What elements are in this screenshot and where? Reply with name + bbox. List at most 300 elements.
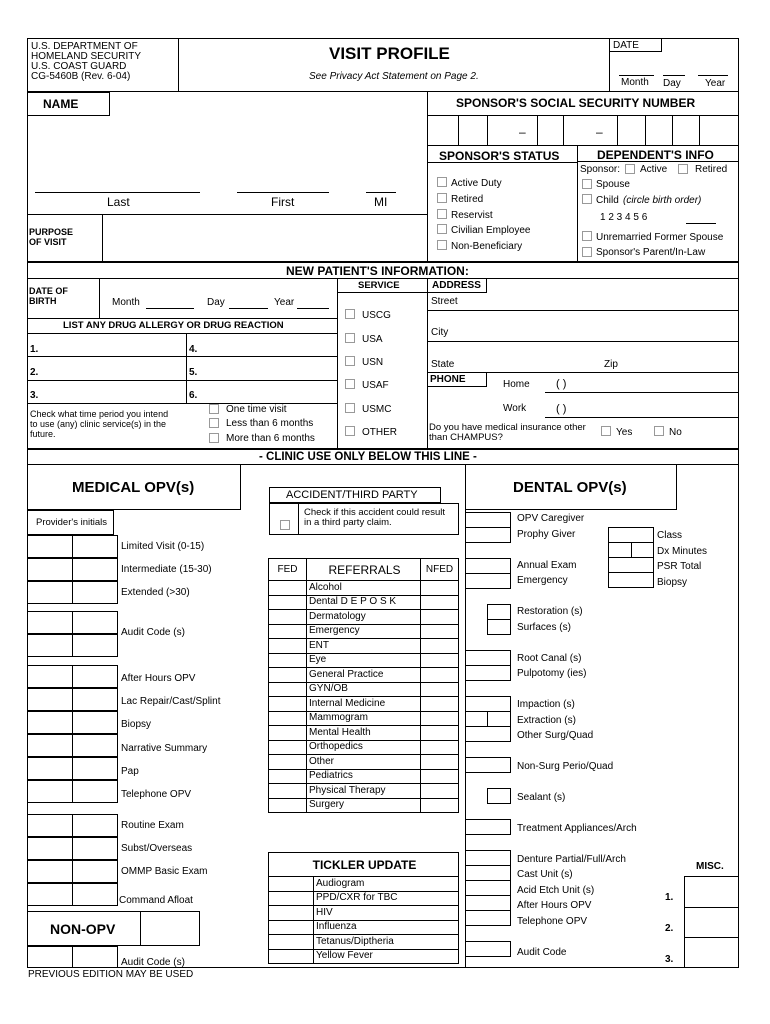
fed-cell[interactable] (269, 755, 307, 770)
cast-unit-label: Cast Unit (s) (517, 869, 573, 880)
more-6-months-checkbox[interactable] (209, 433, 219, 443)
sponsor-active-checkbox[interactable] (625, 164, 635, 174)
tickler-cell[interactable] (269, 877, 314, 892)
biopsy-box-a[interactable] (27, 711, 73, 734)
divider (99, 278, 100, 318)
purpose-of-visit-field[interactable] (103, 215, 426, 260)
sponsor-label: Sponsor: (580, 164, 621, 175)
less-6-months-checkbox[interactable] (209, 418, 219, 428)
divider (27, 91, 739, 92)
dob-month-label: Month (112, 297, 140, 308)
limited-visit-label: Limited Visit (0-15) (121, 541, 205, 552)
dental-after-hours-box[interactable] (465, 895, 511, 911)
opv-caregiver-label: OPV Caregiver (517, 513, 585, 524)
dental-biopsy-label: Biopsy (657, 577, 688, 588)
pap-box-b[interactable] (72, 757, 118, 780)
dental-opv-title: DENTAL OPV(s) (513, 479, 627, 496)
divider (577, 145, 578, 261)
zip-label: Zip (604, 359, 618, 370)
dob-label-1: DATE OF (29, 286, 68, 296)
ssn-digit-cell[interactable] (537, 115, 538, 145)
allergy-num-5: 5. (189, 367, 198, 378)
tickler-cell[interactable] (269, 935, 314, 950)
phone-label: PHONE (430, 374, 466, 385)
misc-num-1: 1. (665, 892, 674, 903)
allergy-num-2: 2. (30, 367, 39, 378)
intermediate-label: Intermediate (15-30) (121, 564, 212, 575)
one-time-visit-label: One time visit (226, 404, 287, 415)
divider (27, 333, 337, 334)
one-time-visit-checkbox[interactable] (209, 404, 219, 414)
allergy-num-1: 1. (30, 344, 39, 355)
agency-line-3: U.S. COAST GUARD (31, 61, 127, 72)
tickler-cell[interactable] (269, 920, 314, 935)
privacy-note: See Privacy Act Statement on Page 2. (309, 71, 479, 82)
divider (427, 115, 739, 116)
sealant-box[interactable] (487, 788, 511, 804)
other-service-label: OTHER (362, 427, 397, 438)
allergy-title: LIST ANY DRUG ALLERGY OR DRUG REACTION (63, 320, 284, 331)
treatment-appliances-box[interactable] (465, 819, 511, 835)
accident-text-2: in a third party claim. (304, 517, 392, 528)
non-surg-perio-label: Non-Surg Perio/Quad (517, 761, 614, 772)
nfed-cell[interactable] (421, 653, 459, 668)
audit-code-bottom-label: Audit Code (s) (121, 957, 185, 968)
after-hours-box-a[interactable] (27, 665, 73, 688)
providers-initials-label: Provider's initials (36, 517, 107, 528)
telephone-opv-box-b[interactable] (72, 780, 118, 803)
tickler-cell[interactable] (269, 949, 314, 964)
prophy-giver-label: Prophy Giver (517, 529, 576, 540)
purpose-label-1: PURPOSE (29, 227, 74, 237)
routine-exam-label: Routine Exam (121, 820, 184, 831)
divider (337, 278, 338, 448)
fed-cell[interactable] (269, 769, 307, 784)
audit-code-label: Audit Code (s) (121, 627, 185, 638)
first-label: First (271, 195, 295, 209)
former-spouse-checkbox[interactable] (582, 231, 592, 241)
limited-visit-box-a[interactable] (27, 535, 73, 558)
restoration-label: Restoration (s) (517, 606, 583, 617)
class-label: Class (657, 530, 683, 541)
insurance-yes-label: Yes (616, 427, 633, 438)
active-duty-label: Active Duty (451, 178, 502, 189)
pulpotomy-box[interactable] (465, 665, 511, 681)
opv-caregiver-box[interactable] (465, 512, 511, 528)
usaf-checkbox[interactable] (345, 379, 355, 389)
audit-code-box-a[interactable] (27, 611, 73, 634)
parent-checkbox[interactable] (582, 247, 592, 257)
dependent-info-label: DEPENDENT'S INFO (597, 148, 714, 162)
impaction-label: Impaction (s) (517, 699, 575, 710)
nfed-cell[interactable] (421, 595, 459, 610)
period-text-1: Check what time period you intend (30, 409, 169, 419)
divider (178, 38, 179, 91)
sponsor-retired-checkbox[interactable] (678, 164, 688, 174)
referral-item: Mental Health (307, 726, 421, 741)
intermediate-box-a[interactable] (27, 558, 73, 581)
usa-checkbox[interactable] (345, 333, 355, 343)
root-canal-box[interactable] (465, 650, 511, 666)
extraction-box[interactable] (487, 711, 511, 727)
former-spouse-label: Unremarried Former Spouse (596, 232, 724, 243)
audit-code-box-d[interactable] (72, 634, 118, 657)
audit-code-bottom-box-b[interactable] (72, 946, 118, 968)
narrative-box-a[interactable] (27, 734, 73, 757)
other-surg-box[interactable] (465, 726, 511, 742)
misc-num-3: 3. (665, 954, 674, 965)
ssn-digit-cell[interactable] (563, 115, 564, 145)
acid-etch-box[interactable] (465, 880, 511, 896)
dx-minutes-box-a[interactable] (608, 542, 632, 558)
insurance-text-2: than CHAMPUS? (429, 432, 503, 443)
tickler-cell[interactable] (269, 891, 314, 906)
command-afloat-box-b[interactable] (72, 883, 118, 906)
referral-item: Alcohol (307, 581, 421, 596)
dob-year-label: Year (274, 297, 295, 308)
nfed-cell[interactable] (421, 740, 459, 755)
after-hours-box-b[interactable] (72, 665, 118, 688)
first-name-field[interactable] (237, 192, 329, 193)
impaction-box[interactable] (465, 696, 511, 712)
street-field-line[interactable] (427, 310, 739, 311)
divider (427, 145, 739, 146)
divider (545, 392, 739, 393)
tickler-item: Influenza (314, 920, 459, 935)
extended-box-a[interactable] (27, 581, 73, 604)
divider (186, 333, 187, 403)
work-phone-label: Work (503, 403, 527, 414)
date-label: DATE (613, 40, 639, 51)
divider (27, 318, 337, 319)
referral-item: Orthopedics (307, 740, 421, 755)
nfed-cell[interactable] (421, 668, 459, 683)
referral-item: Other (307, 755, 421, 770)
class-box[interactable] (608, 527, 654, 543)
referral-item: Mammogram (307, 711, 421, 726)
biopsy-label: Biopsy (121, 719, 152, 730)
surfaces-box[interactable] (487, 619, 511, 635)
referral-item: Dermatology (307, 610, 421, 625)
usmc-label: USMC (362, 404, 392, 415)
referral-item: ENT (307, 639, 421, 654)
other-service-checkbox[interactable] (345, 426, 355, 436)
subst-overseas-box-b[interactable] (72, 837, 118, 860)
allergy-row-divider (27, 356, 337, 357)
accident-check-box (269, 503, 299, 535)
dob-year-field[interactable] (297, 308, 329, 309)
non-beneficiary-checkbox[interactable] (437, 240, 447, 250)
divider (27, 278, 739, 279)
root-canal-label: Root Canal (s) (517, 653, 582, 664)
sponsor-active-label: Active (640, 164, 668, 175)
divider (427, 91, 428, 261)
ssn-digit-cell[interactable] (672, 115, 673, 145)
retired-label: Retired (451, 194, 484, 205)
ssn-dash-2: – (596, 125, 603, 139)
insurance-yes-checkbox[interactable] (601, 426, 611, 436)
ommp-label: OMMP Basic Exam (121, 866, 208, 877)
dob-month-field[interactable] (146, 308, 194, 309)
nfed-cell[interactable] (421, 711, 459, 726)
ssn-digit-cell[interactable] (458, 115, 459, 145)
allergy-row-divider (27, 380, 337, 381)
last-name-field[interactable] (35, 192, 200, 193)
usaf-label: USAF (362, 380, 389, 391)
child-note: (circle birth order) (623, 195, 702, 206)
reservist-checkbox[interactable] (437, 209, 447, 219)
cast-unit-box[interactable] (465, 865, 511, 881)
civilian-employee-label: Civilian Employee (451, 225, 531, 236)
birth-order-numbers[interactable]: 1 2 3 4 5 6 (600, 212, 648, 223)
home-phone-field[interactable]: ( ) (556, 378, 567, 390)
fed-cell[interactable] (269, 595, 307, 610)
tickler-item: PPD/CXR for TBC (314, 891, 459, 906)
child-checkbox[interactable] (582, 194, 592, 204)
non-surg-perio-box[interactable] (465, 757, 511, 773)
date-month-label: Month (621, 77, 649, 88)
uscg-label: USCG (362, 310, 391, 321)
usn-label: USN (362, 357, 384, 368)
fed-cell[interactable] (269, 726, 307, 741)
dob-label-2: BIRTH (29, 296, 57, 306)
non-beneficiary-label: Non-Beneficiary (451, 241, 523, 252)
referral-item: GYN/OB (307, 682, 421, 697)
nfed-cell[interactable] (421, 610, 459, 625)
acid-etch-label: Acid Etch Unit (s) (517, 885, 595, 896)
ommp-box-b[interactable] (72, 860, 118, 883)
referral-item: Internal Medicine (307, 697, 421, 712)
audit-code-bottom-box-a[interactable] (27, 946, 73, 968)
home-phone-label: Home (503, 379, 530, 390)
audit-code-box-b[interactable] (72, 611, 118, 634)
mi-field[interactable] (366, 192, 396, 193)
accident-text-1: Check if this accident could result (304, 507, 445, 518)
tickler-item: HIV (314, 906, 459, 921)
clinic-use-line: - CLINIC USE ONLY BELOW THIS LINE - (259, 451, 477, 463)
tickler-table (268, 852, 459, 964)
period-text-3: future. (30, 429, 56, 439)
more-6-months-label: More than 6 months (226, 433, 315, 444)
street-label: Street (431, 296, 458, 307)
dental-audit-code-box[interactable] (465, 941, 511, 957)
uscg-checkbox[interactable] (345, 309, 355, 319)
tickler-cell[interactable] (269, 906, 314, 921)
date-day-label: Day (663, 78, 681, 89)
audit-code-box-c[interactable] (27, 634, 73, 657)
referral-item: Dental D E P O S K (307, 595, 421, 610)
emergency-box[interactable] (465, 573, 511, 589)
fed-cell[interactable] (269, 682, 307, 697)
divider (545, 417, 739, 418)
biopsy-box-b[interactable] (72, 711, 118, 734)
prophy-giver-box[interactable] (465, 527, 511, 543)
ssn-digit-cell[interactable] (617, 115, 618, 145)
fed-cell[interactable] (269, 653, 307, 668)
service-label: SERVICE (358, 280, 400, 291)
spouse-label: Spouse (596, 179, 630, 190)
nfed-header: NFED (421, 559, 459, 581)
restoration-box[interactable] (487, 604, 511, 620)
agency-line-2: HOMELAND SECURITY (31, 51, 142, 62)
nfed-cell[interactable] (421, 697, 459, 712)
insurance-no-checkbox[interactable] (654, 426, 664, 436)
fed-cell[interactable] (269, 697, 307, 712)
treatment-appliances-label: Treatment Appliances/Arch (517, 823, 637, 834)
mi-label: MI (374, 195, 388, 209)
name-label: NAME (43, 97, 79, 111)
divider (337, 292, 427, 293)
work-phone-field[interactable]: ( ) (556, 403, 567, 415)
divider (27, 448, 739, 450)
nfed-cell[interactable] (421, 682, 459, 697)
narrative-box-b[interactable] (72, 734, 118, 757)
lac-repair-box-b[interactable] (72, 688, 118, 711)
routine-exam-box-b[interactable] (72, 814, 118, 837)
ssn-digit-cell[interactable] (645, 115, 646, 145)
dental-telephone-label: Telephone OPV (517, 916, 588, 927)
psr-total-box[interactable] (608, 557, 654, 573)
divider (27, 261, 739, 263)
fed-cell[interactable] (269, 798, 307, 813)
ssn-digit-cell[interactable] (699, 115, 700, 145)
surfaces-label: Surfaces (s) (517, 622, 571, 633)
dental-telephone-box[interactable] (465, 910, 511, 926)
medical-opv-title: MEDICAL OPV(s) (72, 479, 195, 496)
sponsor-retired-label: Retired (695, 164, 728, 175)
misc-box-1[interactable] (684, 876, 739, 908)
nfed-cell[interactable] (421, 639, 459, 654)
allergy-num-4: 4. (189, 344, 198, 355)
address-label: ADDRESS (432, 280, 481, 291)
intermediate-box-b[interactable] (72, 558, 118, 581)
fed-cell[interactable] (269, 610, 307, 625)
misc-box-2[interactable] (684, 907, 739, 938)
referral-item: Eye (307, 653, 421, 668)
fed-cell[interactable] (269, 740, 307, 755)
birth-order-field[interactable] (686, 223, 716, 224)
tickler-item: Yellow Fever (314, 949, 459, 964)
fed-cell[interactable] (269, 581, 307, 596)
sponsor-status-label: SPONSOR'S STATUS (439, 149, 560, 163)
referral-item: General Practice (307, 668, 421, 683)
pap-box-a[interactable] (27, 757, 73, 780)
last-label: Last (107, 195, 130, 209)
insurance-no-label: No (669, 427, 682, 438)
dob-day-field[interactable] (229, 308, 268, 309)
nfed-cell[interactable] (421, 624, 459, 639)
command-afloat-label: Command Afloat (119, 895, 193, 906)
misc-label: MISC. (696, 861, 724, 872)
non-opv-title: NON-OPV (50, 921, 116, 937)
reservist-label: Reservist (451, 210, 493, 221)
allergy-num-6: 6. (189, 390, 198, 401)
allergy-num-3: 3. (30, 390, 39, 401)
command-afloat-box-a[interactable] (27, 883, 73, 906)
referral-item: Pediatrics (307, 769, 421, 784)
nfed-cell[interactable] (421, 755, 459, 770)
dob-day-label: Day (207, 297, 225, 308)
referral-item: Emergency (307, 624, 421, 639)
fed-cell[interactable] (269, 668, 307, 683)
non-opv-box[interactable] (140, 911, 200, 946)
accident-title: ACCIDENT/THIRD PARTY (286, 489, 418, 501)
date-month-field[interactable] (619, 75, 654, 76)
active-duty-checkbox[interactable] (437, 177, 447, 187)
insurance-text-1: Do you have medical insurance other (429, 422, 586, 433)
nfed-cell[interactable] (421, 798, 459, 813)
misc-num-2: 2. (665, 923, 674, 934)
subst-overseas-box-a[interactable] (27, 837, 73, 860)
after-hours-label: After Hours OPV (121, 673, 196, 684)
limited-visit-box-b[interactable] (72, 535, 118, 558)
referral-item: Surgery (307, 798, 421, 813)
state-label: State (431, 359, 455, 370)
usn-checkbox[interactable] (345, 356, 355, 366)
city-field-line[interactable] (427, 341, 739, 342)
less-6-months-label: Less than 6 months (226, 418, 314, 429)
extended-box-b[interactable] (72, 581, 118, 604)
dental-after-hours-label: After Hours OPV (517, 900, 592, 911)
fed-cell[interactable] (269, 639, 307, 654)
dental-biopsy-box[interactable] (608, 572, 654, 588)
date-year-field[interactable] (698, 75, 728, 76)
purpose-label-2: OF VISIT (29, 237, 67, 247)
dx-minutes-label: Dx Minutes (657, 546, 708, 557)
ssn-dash-1: – (519, 125, 526, 139)
tickler-header: TICKLER UPDATE (269, 853, 459, 877)
fed-cell[interactable] (269, 624, 307, 639)
allergy-row-divider (27, 403, 337, 404)
telephone-opv-label: Telephone OPV (121, 789, 192, 800)
lac-repair-label: Lac Repair/Cast/Splint (121, 696, 221, 707)
child-label: Child (596, 195, 619, 206)
form-title: VISIT PROFILE (329, 44, 450, 63)
nfed-cell[interactable] (421, 769, 459, 784)
fed-cell[interactable] (269, 711, 307, 726)
narrative-label: Narrative Summary (121, 743, 208, 754)
retired-checkbox[interactable] (437, 193, 447, 203)
usa-label: USA (362, 334, 383, 345)
routine-exam-box-a[interactable] (27, 814, 73, 837)
annual-exam-box[interactable] (465, 558, 511, 574)
civilian-employee-checkbox[interactable] (437, 224, 447, 234)
pulpotomy-label: Pulpotomy (ies) (517, 668, 587, 679)
new-patient-title: NEW PATIENT'S INFORMATION: (286, 264, 469, 278)
misc-box-3[interactable] (684, 937, 739, 968)
dx-minutes-box-b[interactable] (631, 542, 654, 558)
accident-checkbox[interactable] (280, 520, 290, 530)
date-year-label: Year (705, 78, 726, 89)
sealant-label: Sealant (s) (517, 792, 566, 803)
date-day-field[interactable] (663, 75, 685, 76)
agency-line-1: U.S. DEPARTMENT OF (31, 41, 138, 52)
ommp-box-a[interactable] (27, 860, 73, 883)
ssn-label: SPONSOR'S SOCIAL SECURITY NUMBER (456, 96, 696, 110)
nfed-cell[interactable] (421, 581, 459, 596)
usmc-checkbox[interactable] (345, 403, 355, 413)
telephone-opv-box-a[interactable] (27, 780, 73, 803)
denture-box[interactable] (465, 850, 511, 866)
tickler-item: Audiogram (314, 877, 459, 892)
spouse-checkbox[interactable] (582, 179, 592, 189)
fed-cell[interactable] (269, 784, 307, 799)
form-number: CG-5460B (Rev. 6-04) (31, 71, 131, 82)
ssn-digit-cell[interactable] (487, 115, 488, 145)
nfed-cell[interactable] (421, 726, 459, 741)
lac-repair-box-a[interactable] (27, 688, 73, 711)
nfed-cell[interactable] (421, 784, 459, 799)
